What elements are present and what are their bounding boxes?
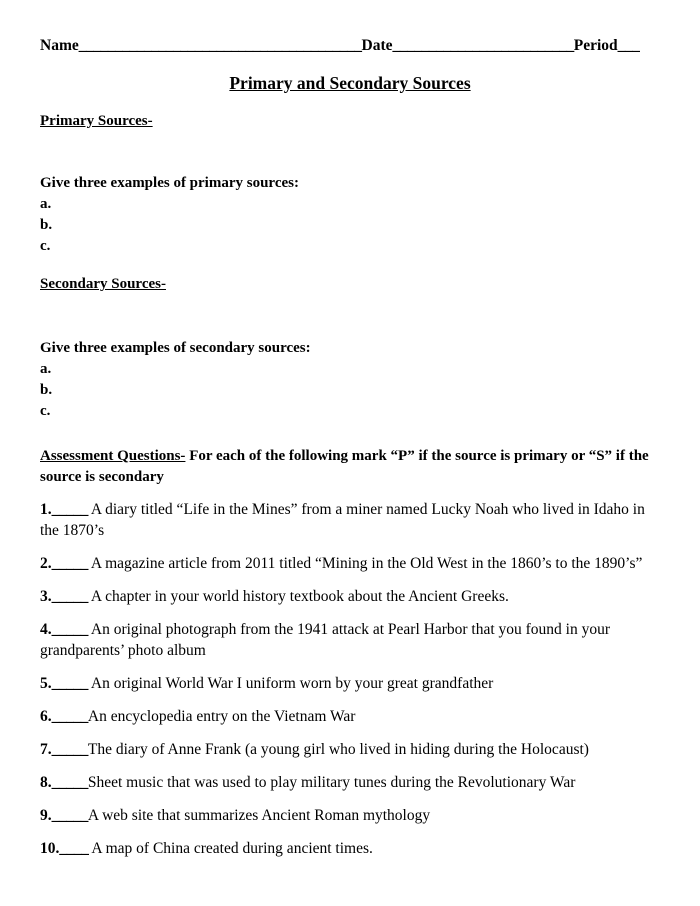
date-label: Date	[361, 37, 393, 54]
answer-blank[interactable]: _____	[51, 588, 88, 605]
section-heading-secondary	[40, 274, 660, 294]
answer-list-secondary	[40, 359, 660, 422]
answer-blank[interactable]: _____	[51, 708, 88, 725]
answer-blank[interactable]: _____	[51, 501, 88, 518]
answer-blank[interactable]: _____	[51, 774, 88, 791]
question-number: 6.	[40, 708, 52, 725]
answer-slot-b[interactable]: b.	[40, 217, 53, 233]
answer-blank[interactable]: _____	[51, 807, 88, 824]
question-number: 10.	[40, 840, 60, 857]
question-item	[40, 838, 660, 859]
assessment-question-list	[40, 499, 660, 859]
question-number: 3.	[40, 588, 52, 605]
answer-slot-a[interactable]: a.	[40, 361, 52, 377]
date-blank[interactable]: _________________________	[392, 37, 574, 54]
question-text: An encyclopedia entry on the Vietnam War	[87, 708, 356, 725]
question-item	[40, 706, 660, 727]
question-item	[40, 805, 660, 826]
question-number: 9.	[40, 807, 52, 824]
assessment-instructions-text: For each of the following mark “P” if the source is primary or “S” if the source is secondary	[40, 448, 649, 485]
question-text: A web site that summarizes Ancient Roman mythology	[87, 807, 431, 824]
answer-slot-b[interactable]: b.	[40, 382, 53, 398]
question-text: A magazine article from 2011 titled “Mining in the Old West in the 1860’s to the 1890’s”	[87, 555, 643, 572]
period-blank[interactable]: ___	[617, 37, 640, 54]
document-content	[40, 36, 660, 859]
question-number: 5.	[40, 675, 52, 692]
period-label: Period	[573, 37, 618, 54]
question-number: 2.	[40, 555, 52, 572]
question-text: A chapter in your world history textbook about the Ancient Greeks.	[87, 588, 509, 605]
question-text: The diary of Anne Frank (a young girl who lived in hiding during the Holocaust)	[87, 741, 589, 758]
assessment-instructions	[40, 446, 660, 487]
answer-blank[interactable]: _____	[51, 621, 88, 638]
answer-list-primary	[40, 194, 660, 257]
answer-blank[interactable]: _____	[51, 555, 88, 572]
question-item	[40, 772, 660, 793]
answer-blank[interactable]: _____	[51, 741, 88, 758]
answer-slot-c[interactable]: c.	[40, 238, 51, 254]
question-item	[40, 739, 660, 760]
question-number: 8.	[40, 774, 52, 791]
student-identification-line	[40, 36, 660, 56]
name-blank[interactable]: _______________________________________	[78, 37, 362, 54]
section-heading-primary	[40, 111, 660, 131]
name-label: Name	[40, 37, 79, 54]
section-heading-secondary-text: Secondary Sources-	[40, 276, 166, 292]
question-text: Sheet music that was used to play military tunes during the Revolutionary War	[87, 774, 576, 791]
question-number: 1.	[40, 501, 52, 518]
page-title-text: Primary and Secondary Sources	[229, 73, 471, 93]
answer-blank[interactable]: _____	[51, 675, 88, 692]
question-text: An original World War I uniform worn by your great grandfather	[87, 675, 494, 692]
question-text: A map of China created during ancient times.	[88, 840, 373, 857]
question-text: A diary titled “Life in the Mines” from a miner named Lucky Noah who lived in Idaho in the 1870’s	[40, 501, 645, 539]
question-item	[40, 619, 660, 661]
prompt-secondary-examples: Give three examples of secondary sources:	[40, 340, 311, 356]
question-item	[40, 499, 660, 541]
answer-slot-c[interactable]: c.	[40, 403, 51, 419]
question-item	[40, 586, 660, 607]
answer-blank[interactable]: ____	[59, 840, 89, 857]
question-number: 4.	[40, 621, 52, 638]
question-item	[40, 553, 660, 574]
section-heading-primary-text: Primary Sources-	[40, 113, 153, 129]
question-number: 7.	[40, 741, 52, 758]
question-text: An original photograph from the 1941 attack at Pearl Harbor that you found in your grandparents’ photo album	[40, 621, 611, 659]
prompt-primary-examples: Give three examples of primary sources:	[40, 175, 299, 191]
answer-slot-a[interactable]: a.	[40, 196, 52, 212]
page-title	[40, 72, 660, 94]
assessment-questions-label: Assessment Questions-	[40, 448, 186, 464]
question-item	[40, 673, 660, 694]
